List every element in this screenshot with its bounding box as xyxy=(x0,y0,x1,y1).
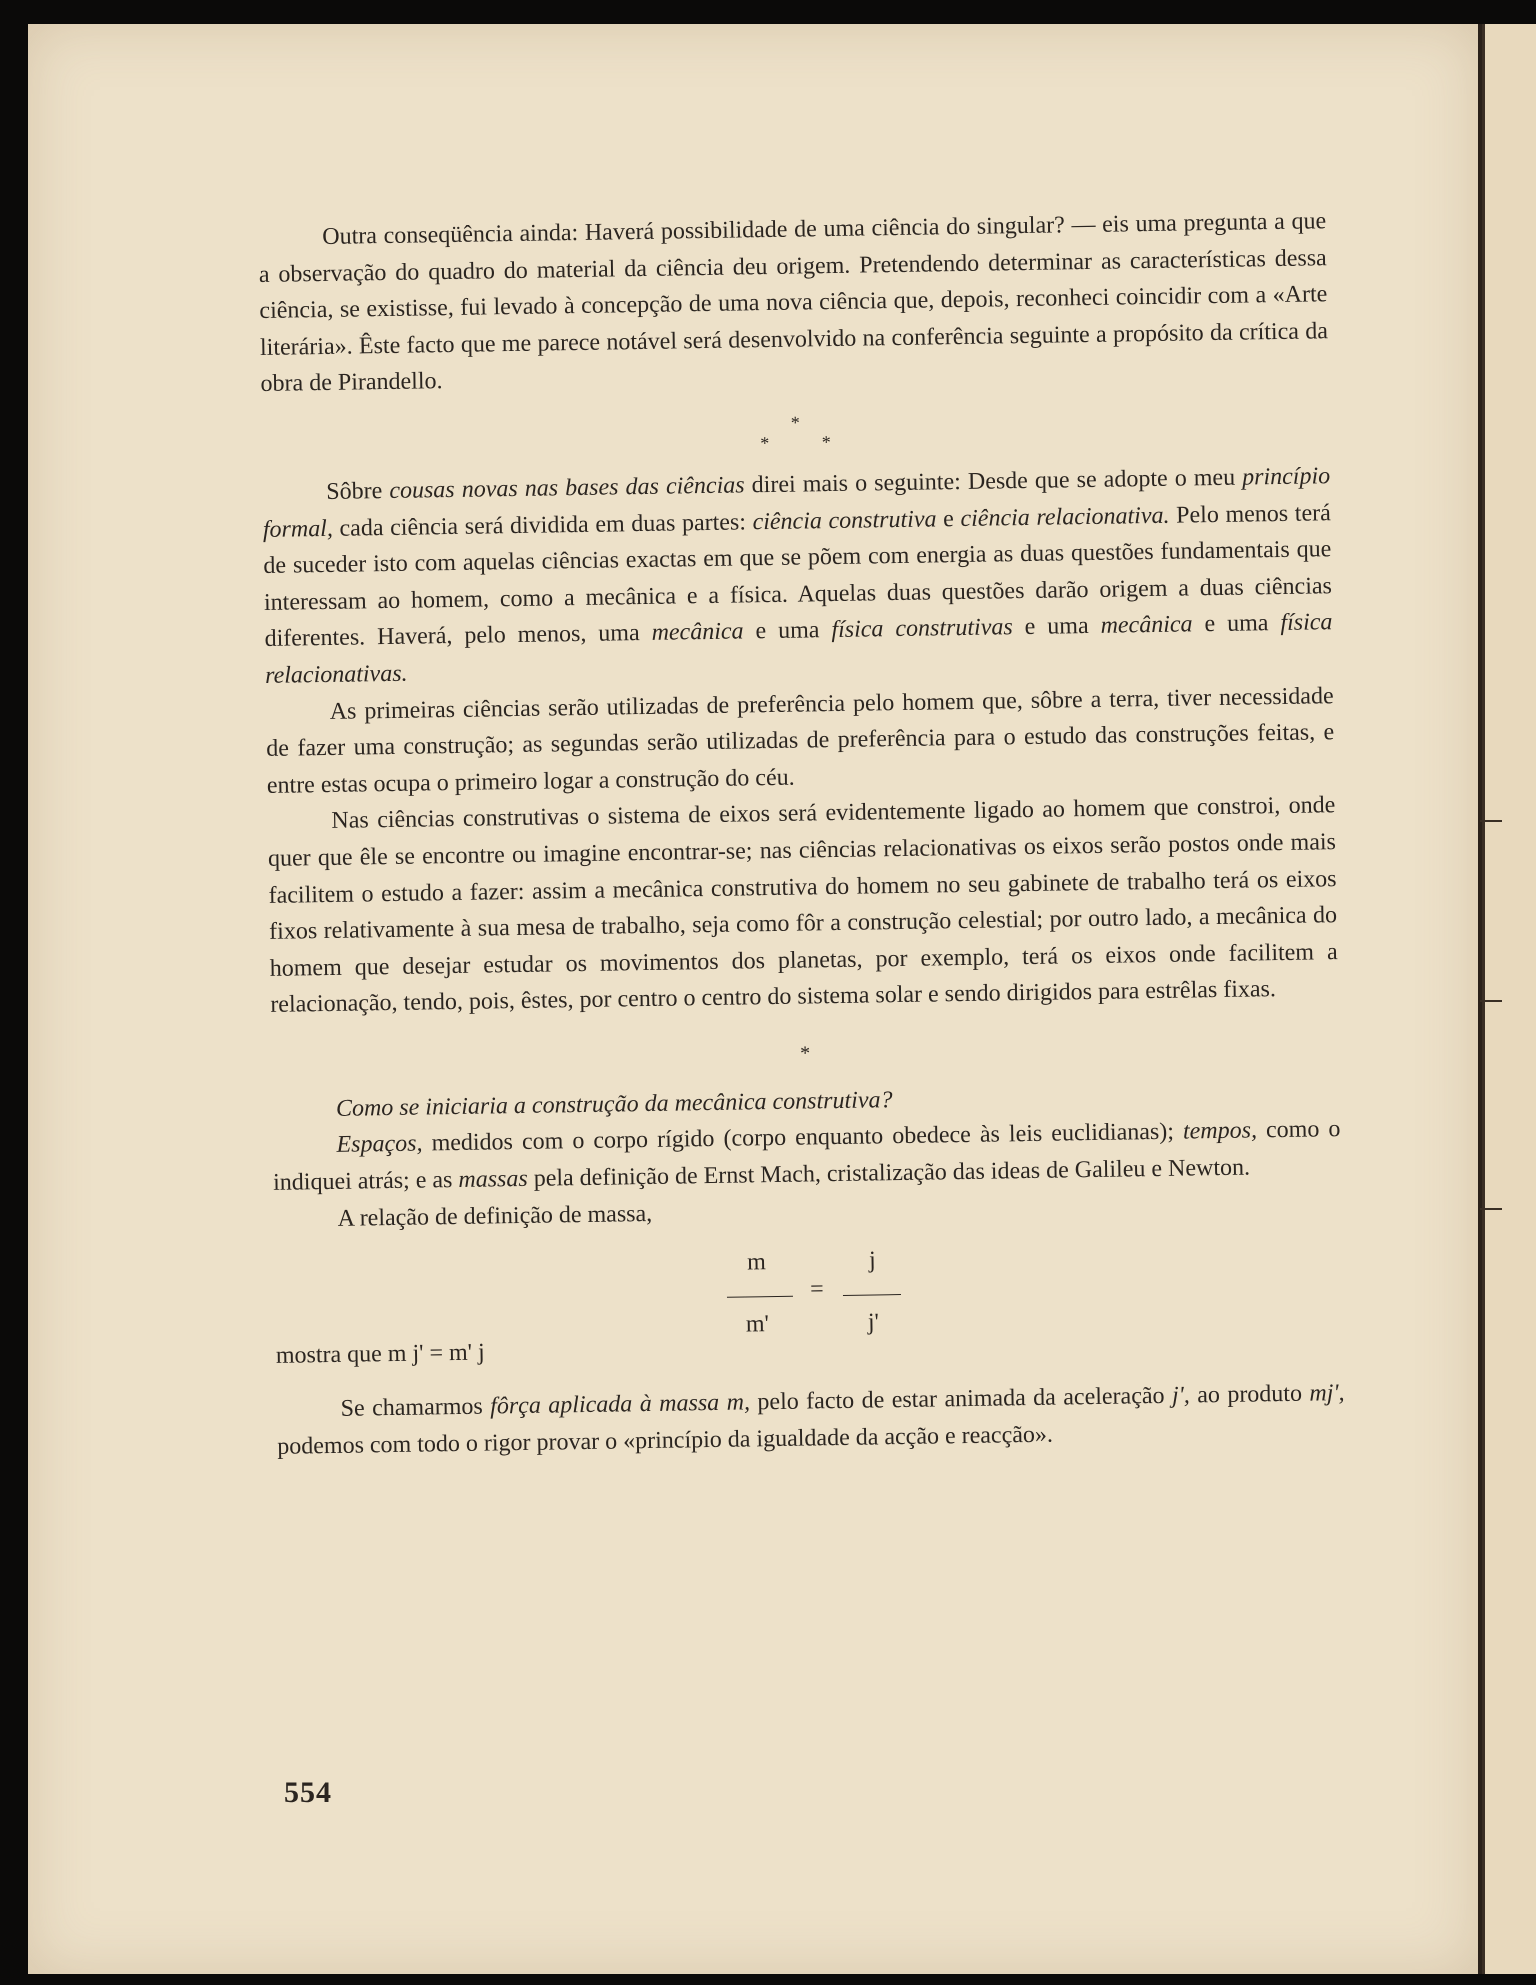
text-run: pela definição de Ernst Mach, cristalização das ideas de Galileu e Newton. xyxy=(527,1154,1251,1192)
italic-run: ciência construtiva xyxy=(752,505,937,535)
page-number: 554 xyxy=(284,1776,332,1809)
page-edge-mark xyxy=(1480,1000,1502,1002)
italic-run: j', xyxy=(1171,1382,1190,1410)
text-run: medidos com o corpo rígido (corpo enquanto obedece às leis euclidianas); xyxy=(422,1119,1184,1157)
text-run: podemos com todo o rigor provar o «princípio da igualdade da acção e reacção». xyxy=(277,1421,1054,1460)
formula-numerator-m: m xyxy=(746,1249,766,1276)
text-run: pelo facto de estar animada da aceleração xyxy=(749,1383,1173,1416)
italic-run: Como se iniciaria a construção da mecânica construtiva? xyxy=(335,1087,893,1122)
formula-denominator-m: m' xyxy=(745,1311,770,1338)
text-run: e uma xyxy=(743,617,832,645)
fraction-bar xyxy=(843,1294,901,1296)
page-edge-mark xyxy=(1480,820,1502,822)
next-page-edge xyxy=(1482,24,1536,1974)
mass-formula xyxy=(274,1235,1344,1370)
italic-run: tempos, xyxy=(1182,1117,1258,1146)
text-run: e uma xyxy=(1012,613,1101,641)
asterism-top: * xyxy=(790,412,800,433)
paragraph-singular-science: Outra conseqüência ainda: Haverá possibilidade de uma ciência do singular? — eis uma pregunta a que a observação do quadro do material da ciência deu origem. Pretendendo determinar as características dessa ciência, se existisse, fui levado à concepção de uma nova ciência que, depois, reconheci coincidir com a «Arte literária». Êste facto que me parece notável será desenvolvido na conferência seguinte a propósito da crítica da obra de Pirandello. xyxy=(258,208,1329,398)
page-content xyxy=(258,203,1345,1465)
text-run: direi mais o seguinte: Desde que se adopte o meu xyxy=(744,464,1243,499)
paragraph-axes-system: Nas ciências construtivas o sistema de eixos será evidentemente ligado ao homem que constroi, onde quer que êle se encontre ou imagine encontrar-se; nas ciências relacionativas os eixos serão postos onde mais facilitem o estudo a fazer: assim a mecânica construtiva do homem no seu gabinete de trabalho terá os eixos fixos relativamente à sua mesa de trabalho, seja como fôr a construção celestial; por outro lado, a mecânica do homem que desejar estudar os movimentos dos planetas, por exemplo, terá os eixos onde facilitem a relacionação, tendo, pois, êstes, por centro o centro do sistema solar e sendo dirigidos para estrêlas fixas. xyxy=(267,792,1338,1019)
text-run: Pelo menos terá de suceder isto com aquelas ciências exactas em que se põem com energia as duas questões fundamentais que interessam ao homem, como a mecânica e a física. Aquelas duas questões darão origem a duas ciências diferentes. Haverá, pelo menos, uma xyxy=(263,499,1333,653)
formula-denominator-j: j' xyxy=(867,1309,880,1336)
italic-run: mecânica xyxy=(651,618,744,647)
formula-numerator-j: j xyxy=(868,1247,876,1274)
italic-run: fôrça aplicada à massa m, xyxy=(489,1389,751,1420)
text-run: e uma xyxy=(1192,610,1281,638)
text-run: e xyxy=(936,505,961,532)
italic-run: Espaços, xyxy=(336,1131,423,1159)
page-edge-mark xyxy=(1480,1208,1502,1210)
formula-conclusion: mostra que m j' = m' j xyxy=(275,1339,485,1370)
text-run: ao produto xyxy=(1189,1380,1310,1409)
section-separator-star: * xyxy=(799,1042,811,1065)
formula-equals: = xyxy=(809,1276,824,1303)
italic-run: princípio formal, xyxy=(262,463,1331,543)
fraction-bar xyxy=(727,1296,793,1298)
italic-run: massas xyxy=(458,1165,528,1194)
italic-run: mj', xyxy=(1309,1380,1345,1407)
paragraph-new-bases xyxy=(262,458,1333,694)
italic-run: ciência relacionativa. xyxy=(960,502,1170,532)
asterism-bottom: * * xyxy=(760,431,855,454)
paragraph-first-sciences: As primeiras ciências serão utilizadas de preferência pelo homem que, sôbre a terra, tiver necessidade de fazer uma construção; as segundas serão utilizadas de preferência para o estudo das construções feitas, e entre estas ocupa o primeiro logar a construção do céu. xyxy=(266,682,1335,799)
text-run: Se chamarmos xyxy=(340,1393,491,1423)
italic-run: cousas novas nas bases das ciências xyxy=(389,472,745,504)
text-run: Sôbre xyxy=(326,477,390,505)
italic-run: física relacionativas. xyxy=(264,609,1333,689)
italic-run: física construtivas xyxy=(831,614,1013,644)
italic-run: mecânica xyxy=(1100,611,1193,640)
text-run: cada ciência será dividida em duas partes: xyxy=(332,508,753,542)
section-separator-asterism xyxy=(261,404,1329,461)
paragraph-mass-relation: A relação de definição de massa, xyxy=(337,1200,653,1232)
text-run: como o indiquei atrás; e as xyxy=(272,1116,1341,1196)
